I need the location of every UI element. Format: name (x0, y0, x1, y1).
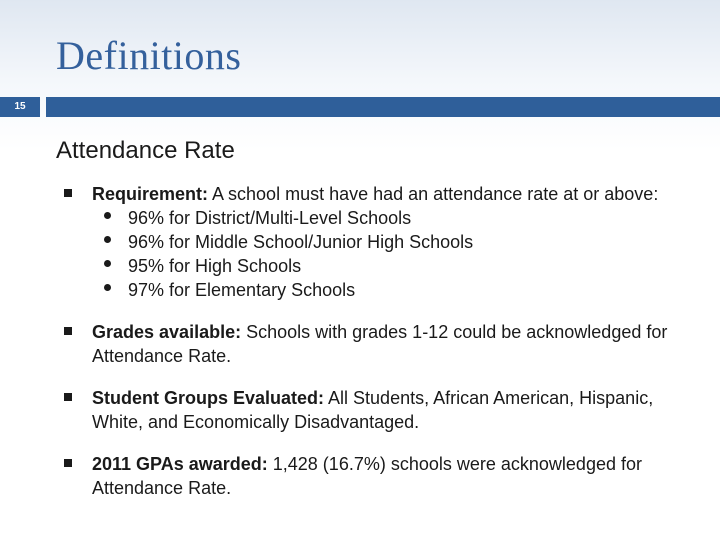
bullet-text: 1,428 (16.7%) schools were acknowledged for Attendance Rate. (92, 454, 642, 498)
title-rule (46, 97, 720, 117)
sub-item (92, 278, 694, 302)
slide-subtitle: Attendance Rate (56, 137, 235, 164)
sub-item-text: 95% for High Schools (128, 256, 302, 276)
square-bullet-icon (64, 459, 72, 467)
dot-bullet-icon (104, 284, 111, 291)
bullet-student-groups (64, 386, 694, 434)
bullet-text: All Students, African American, Hispanic, White, and Economically Disadvantaged. (92, 388, 654, 432)
bullet-lead: Grades available: (92, 322, 242, 342)
bullet-text: Schools with grades 1-12 could be acknowledged for Attendance Rate. (92, 322, 668, 366)
bullet-grades (64, 320, 694, 368)
bullet-list (64, 182, 694, 518)
bullet-lead: 2011 GPAs awarded: (92, 454, 268, 474)
sub-item-text: 96% for District/Multi-Level Schools (128, 208, 412, 228)
sub-list (92, 206, 694, 302)
sub-item (92, 254, 694, 278)
bullet-gpas-awarded (64, 452, 694, 500)
square-bullet-icon (64, 327, 72, 335)
bullet-lead: Student Groups Evaluated: (92, 388, 325, 408)
sub-item (92, 230, 694, 254)
bullet-text: A school must have had an attendance rate at or above: (208, 184, 659, 204)
dot-bullet-icon (104, 260, 111, 267)
dot-bullet-icon (104, 236, 111, 243)
square-bullet-icon (64, 393, 72, 401)
slide-title: Definitions (56, 33, 242, 78)
sub-item (92, 206, 694, 230)
square-bullet-icon (64, 189, 72, 197)
sub-item-text: 96% for Middle School/Junior High Schools (128, 232, 474, 252)
bullet-requirement (64, 182, 694, 302)
bullet-lead: Requirement: (92, 184, 209, 204)
slide-number: 15 (0, 97, 40, 117)
dot-bullet-icon (104, 212, 111, 219)
sub-item-text: 97% for Elementary Schools (128, 280, 356, 300)
